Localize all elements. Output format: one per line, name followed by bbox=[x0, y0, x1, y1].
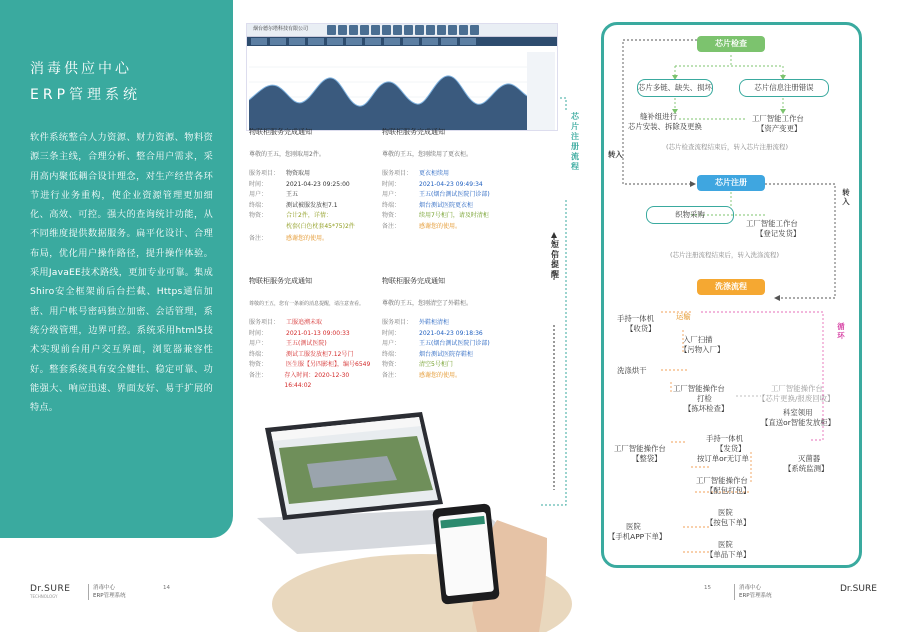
notice-key: 用户： bbox=[382, 191, 401, 198]
notice-key: 物资： bbox=[382, 212, 401, 219]
notice-value: 烟台测试医院更衣柜 bbox=[419, 201, 474, 209]
toolbar-icon bbox=[459, 25, 468, 35]
notice-row bbox=[382, 329, 532, 340]
toolbar-icon bbox=[448, 25, 457, 35]
device-photo bbox=[247, 408, 572, 632]
notice-value: 清空5号柜门 bbox=[419, 361, 453, 368]
notice-greeting: 尊敬的王五，您刚续用了更衣柜。 bbox=[382, 150, 473, 158]
footer-caption-line2: ERP管理系统 bbox=[93, 593, 126, 599]
notice-key: 物资： bbox=[249, 361, 268, 368]
notice-key: 终端： bbox=[249, 350, 268, 358]
hospital-label: 医院 bbox=[718, 508, 733, 517]
footer-caption-line1: 消毒中心 bbox=[93, 585, 116, 591]
chip-change-label: 【芯片更换/报废回收】 bbox=[758, 394, 835, 403]
notice-key: 时间： bbox=[382, 180, 401, 188]
notice-greeting: 尊敬的王五，您刚清空了外鞋柜。 bbox=[382, 299, 473, 307]
erp-screenshot bbox=[246, 23, 558, 131]
notice-value: 医生服【另四影柜】，编号6549 bbox=[286, 361, 371, 368]
pack-label: 【配包打包】 bbox=[706, 486, 751, 495]
tech-use-label: 科室领用 bbox=[783, 408, 813, 417]
notice-row bbox=[382, 180, 532, 191]
notice-row bbox=[382, 201, 532, 212]
notice-row bbox=[382, 169, 532, 180]
notice-card bbox=[382, 276, 532, 381]
left-panel bbox=[0, 0, 233, 538]
notice-value: 测试被服发放柜7.1 bbox=[286, 201, 338, 209]
factory-station-label5: 工厂智能操作台 bbox=[696, 476, 748, 485]
notice-title: 物联柜服务完成通知 bbox=[249, 277, 312, 285]
footer-caption-right-line2: ERP管理系统 bbox=[739, 593, 772, 599]
item-order-label: 【单品下单】 bbox=[706, 550, 751, 559]
order-type-label: 按订单or无订单 bbox=[697, 454, 749, 463]
notice-row bbox=[382, 190, 532, 201]
notice-key: 终端： bbox=[382, 201, 401, 209]
notice-greeting: 尊敬的王五，您有一条新的消息提醒，请注意查看。 bbox=[249, 300, 365, 307]
handheld-label: 手持一体机 bbox=[617, 314, 654, 323]
notice-value: 王五(烟台测试医院门诊部) bbox=[419, 191, 490, 198]
pick-check-label: 【拣坏检查】 bbox=[684, 404, 729, 413]
sterilizer-label: 灭菌器 bbox=[798, 454, 821, 463]
notice-key: 服务项目： bbox=[249, 319, 280, 326]
hospital-label2: 医院 bbox=[718, 540, 733, 549]
page-number-left: 14 bbox=[163, 585, 170, 591]
notice-row bbox=[382, 211, 532, 222]
notice-key: 备注： bbox=[249, 235, 268, 242]
sms-label: 短信提醒 bbox=[551, 240, 559, 279]
wash-dry-label: 洗涤烘干 bbox=[617, 366, 647, 375]
notice-value: 王五(测试医院) bbox=[286, 340, 327, 347]
ship-label: 【发货】 bbox=[716, 444, 746, 453]
notice-title: 物联柜服务完成通知 bbox=[382, 128, 445, 136]
loop-label: 循环 bbox=[837, 322, 845, 340]
fold-label: 打检 bbox=[697, 394, 712, 403]
notice-value: 2021-01-13 09:00:33 bbox=[286, 329, 350, 337]
notice-value: 续用7号柜门，请及时清柜 bbox=[419, 212, 489, 219]
notice-value: 外鞋柜清柜 bbox=[419, 319, 450, 326]
app-order-label: 【手机APP下单】 bbox=[608, 532, 667, 541]
notice-value: 物资取用 bbox=[286, 170, 311, 177]
factory-station-label2: 工厂智能工作台 bbox=[746, 219, 798, 228]
toolbar-icon bbox=[437, 25, 446, 35]
panel-body-text: 软件系统整合人力资源、财力资源、物料资源三条主线，合理分析、整合用户需求，采用高内聚低耦合设计理念，对生产经营各环节进行业务重构，使企业资源管理更加细化、高效、可控。强大的查询统计功能，从不同维度提供数据服务。扁平化设计、合理布局，优化用户操作路径，提升操作体验。采用JavaEE技术路线，更加专业可靠。集成Shiro安全框架前后台拦截、Https通信加密、用户帐号密码独立加密、会话管理，系统分级管理，边界可控。系统采用html5技术实现前台用户交互界面，浏览器兼容性好。整套系统具有安全健壮、稳定可靠、功能强大、响应迅速、界面友好、易于扩展的特点。 bbox=[30, 132, 213, 414]
footer-logo-right: Dr.SURE bbox=[840, 584, 877, 594]
chip-check-node: 芯片检查 bbox=[697, 36, 765, 52]
erp-area-chart bbox=[249, 52, 527, 130]
notice-key: 用户： bbox=[382, 340, 401, 347]
notice-value: 2021-04-23 09:49:34 bbox=[419, 180, 483, 188]
toolbar-icon bbox=[360, 25, 369, 35]
notice-value: 合计2件，详情： bbox=[286, 212, 332, 219]
notice-key: 用户： bbox=[249, 340, 268, 347]
asset-change-label: 【资产变更】 bbox=[757, 124, 802, 133]
wash-flow-node: 洗涤流程 bbox=[697, 279, 765, 295]
notice-row bbox=[382, 360, 532, 371]
panel-title: 消毒供应中心 bbox=[30, 61, 132, 77]
notice-key: 服务项目： bbox=[382, 170, 413, 177]
notice-key: 时间： bbox=[249, 180, 268, 188]
notice-row bbox=[249, 350, 374, 361]
notice-row bbox=[249, 201, 369, 212]
notice-value: 工服追溯未取 bbox=[286, 319, 323, 326]
notice-row bbox=[249, 339, 374, 350]
erp-toolbar bbox=[327, 25, 479, 35]
reg-end-note: (芯片注册流程结束后，转入洗涤流程) bbox=[670, 251, 780, 259]
notice-key: 物资： bbox=[249, 212, 268, 219]
notice-key: 用户： bbox=[249, 191, 268, 198]
dirty-in-label: 【污物入厂】 bbox=[680, 345, 725, 354]
hospital-app-label: 医院 bbox=[626, 522, 641, 531]
notice-value: 枕套(白色枕套45*75)2件 bbox=[286, 222, 355, 230]
scan-label: 入厂扫描 bbox=[683, 335, 713, 344]
footer-logo: Dr.SURE bbox=[30, 584, 71, 594]
toolbar-icon bbox=[415, 25, 424, 35]
notice-value: 测试工服发放柜7.12号门 bbox=[286, 350, 354, 358]
toolbar-icon bbox=[371, 25, 380, 35]
sewing-label2: 芯片安装、拆除及更换 bbox=[628, 122, 702, 131]
pack-order-label: 【按包下单】 bbox=[706, 518, 751, 527]
notice-row bbox=[249, 180, 369, 191]
notice-title: 物联柜服务完成通知 bbox=[382, 277, 445, 285]
toolbar-icon bbox=[404, 25, 413, 35]
notice-key: 时间： bbox=[249, 329, 268, 337]
sewing-label: 缝补组进行 bbox=[640, 112, 677, 121]
notice-card bbox=[249, 276, 374, 392]
factory-station-label4: 工厂智能操作台 bbox=[614, 444, 666, 453]
erp-nav bbox=[247, 37, 557, 46]
factory-station-label-gray: 工厂智能操作台 bbox=[771, 384, 823, 393]
turn-in-label: 转入 bbox=[608, 150, 623, 159]
notice-row bbox=[249, 169, 369, 180]
receive-label: 【收货】 bbox=[626, 324, 656, 333]
notice-row bbox=[249, 360, 374, 371]
notice-row bbox=[249, 234, 369, 245]
footer-caption bbox=[88, 584, 158, 600]
chip-defect-node: 芯片多链、缺失、损坏 bbox=[637, 79, 713, 97]
chip-reg-error-node: 芯片信息注册错误 bbox=[739, 79, 829, 97]
system-monitor-label: 【系统监测】 bbox=[784, 464, 829, 473]
notice-key: 备注： bbox=[382, 371, 401, 379]
notice-value: 王五(烟台测试医院门诊部) bbox=[419, 340, 490, 347]
notice-value: 存入时间：2020-12-30 16:44:02 bbox=[284, 371, 350, 389]
panel-subtitle: ERP管理系统 bbox=[30, 87, 142, 103]
check-end-note: (芯片检查流程结束后，转入芯片注册流程) bbox=[666, 143, 789, 151]
notice-row bbox=[382, 350, 532, 361]
notice-row bbox=[249, 190, 369, 201]
notice-row bbox=[249, 329, 374, 340]
notice-row bbox=[249, 222, 369, 233]
notice-key: 备注： bbox=[382, 222, 401, 230]
notice-row bbox=[382, 318, 532, 329]
notice-key: 终端： bbox=[382, 350, 401, 358]
toolbar-icon bbox=[470, 25, 479, 35]
notice-key: 备注： bbox=[249, 371, 268, 379]
toolbar-icon bbox=[349, 25, 358, 35]
notice-value: 感谢您的使用。 bbox=[419, 222, 462, 230]
erp-title: 烟台德尔塔科技有限公司 bbox=[253, 26, 309, 32]
chip-register-node: 芯片注册 bbox=[697, 175, 765, 191]
fabric-purchase-node: 织物采购 bbox=[646, 206, 734, 224]
notice-row bbox=[382, 339, 532, 350]
footer-logo-small: TECHNOLOGY bbox=[30, 594, 58, 599]
register-issue-label: 【登记发货】 bbox=[756, 229, 801, 238]
notice-key: 物资： bbox=[382, 361, 401, 368]
notice-value: 感谢您的使用。 bbox=[419, 371, 462, 379]
footer-left bbox=[30, 584, 170, 599]
handheld-label2: 手持一体机 bbox=[706, 434, 743, 443]
direct-send-label: 【直送or智能发放柜】 bbox=[761, 418, 836, 427]
notice-value: 感谢您的使用。 bbox=[286, 235, 329, 242]
transport-label: 运输 bbox=[676, 312, 691, 321]
erp-titlebar bbox=[247, 24, 557, 37]
notice-key: 终端： bbox=[249, 201, 268, 209]
factory-station-label: 工厂智能工作台 bbox=[752, 114, 804, 123]
notice-row bbox=[249, 371, 374, 392]
notice-key: 服务项目： bbox=[249, 170, 280, 177]
notice-value: 烟台测试医院存鞋柜 bbox=[419, 350, 474, 358]
page-number-right: 15 bbox=[704, 585, 711, 591]
factory-station-label3: 工厂智能操作台 bbox=[673, 384, 725, 393]
toolbar-icon bbox=[382, 25, 391, 35]
toolbar-icon bbox=[338, 25, 347, 35]
sort-label: 【整袋】 bbox=[632, 454, 662, 463]
toolbar-icon bbox=[327, 25, 336, 35]
notice-key: 服务项目： bbox=[382, 319, 413, 326]
notice-greeting: 尊敬的王五，您刚取用2件。 bbox=[249, 150, 325, 158]
notice-row bbox=[382, 222, 532, 233]
notice-row bbox=[382, 371, 532, 382]
notice-key: 时间： bbox=[382, 329, 401, 337]
notice-card bbox=[249, 127, 369, 245]
toolbar-icon bbox=[393, 25, 402, 35]
toolbar-icon bbox=[426, 25, 435, 35]
turn-in-label2: 转入 bbox=[842, 188, 850, 206]
notice-title: 物联柜服务完成通知 bbox=[249, 128, 312, 136]
notice-value: 王五 bbox=[286, 191, 299, 198]
notice-row bbox=[249, 318, 374, 329]
notice-card bbox=[382, 127, 532, 232]
footer-caption-right bbox=[734, 584, 804, 600]
notice-row bbox=[249, 211, 369, 222]
notice-value: 2021-04-23 09:25:00 bbox=[286, 180, 350, 188]
notice-value: 2021-04-23 09:18:36 bbox=[419, 329, 483, 337]
footer-caption-right-line1: 消毒中心 bbox=[739, 585, 762, 591]
chip-flow-label: 芯片注册流程 bbox=[571, 112, 579, 171]
notice-value: 更衣柜续用 bbox=[419, 170, 450, 177]
